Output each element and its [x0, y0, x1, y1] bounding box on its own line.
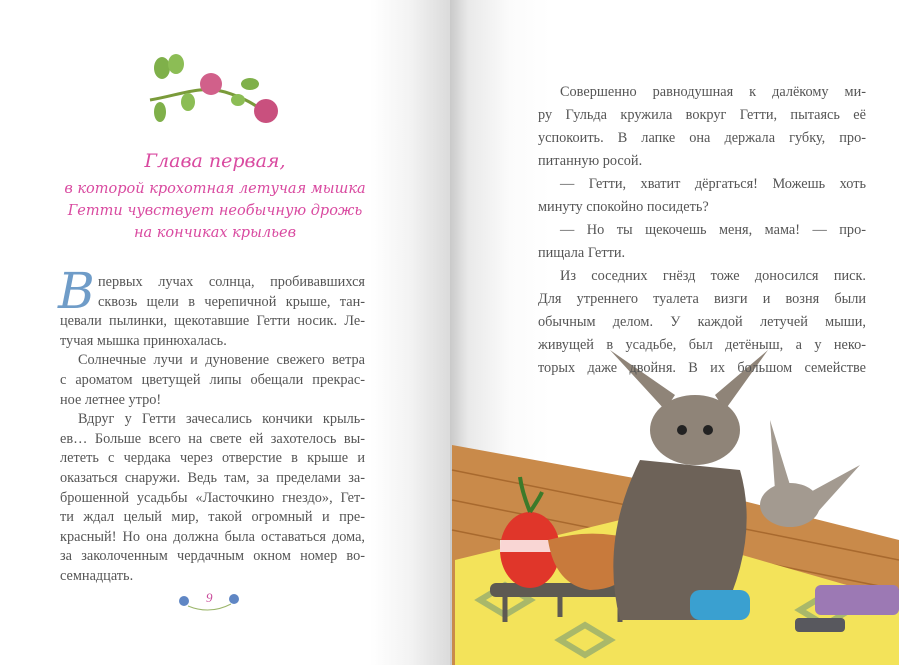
clover-ornament-icon [150, 54, 278, 123]
text-line: Солнечные лучи и дуновение свежего ветра [78, 352, 365, 369]
text-line: — Гетти, хватит дёргаться! Можешь хоть [560, 176, 866, 192]
text-line: красный! Но она должна была оставаться дома, [60, 528, 365, 545]
text-line: брошенной усадьбы «Ласточкино гнездо», Гет- [60, 489, 365, 506]
text-line: ру Гульда кружила вокруг Гетти, пытаясь её [538, 107, 866, 123]
chapter-subtitle-line: Гетти чувствует необычную дрожь [67, 203, 363, 219]
text-line: за заколоченным чердачным окном номер во- [60, 548, 365, 564]
page-number: 9 [206, 590, 213, 605]
text-line: Совершенно равнодушная к далёкому ми- [560, 84, 866, 100]
text-line: с ароматом цветущей липы обещали прекрас- [60, 372, 365, 388]
text-line: оказаться снаружи. Ведь там, за пределами за- [60, 470, 365, 486]
text-line: минуту спокойно посидеть? [538, 199, 709, 215]
text-line: торых даже двойня. В их большом семействе [538, 360, 866, 376]
text-line: успокоить. В лапке она держала губку, про- [538, 130, 866, 146]
text-line: ев… Больше всего на свете ей захотелось вы- [60, 430, 365, 447]
text-line: питанную росой. [538, 153, 643, 169]
text-line: семнадцать. [60, 568, 134, 584]
text-line: сквозь щели в черепичной крыше, тан- [98, 293, 365, 310]
drop-cap: В [58, 262, 95, 320]
text-line: Вдруг у Гетти зачесались кончики крыль- [78, 411, 365, 428]
text-line: — Но ты щекочешь меня, мама! — про- [560, 222, 866, 238]
text-line: цевали пылинки, щекотавшие Гетти носик. Ле- [60, 313, 365, 330]
text-line: тучая мышка принюхалась. [60, 332, 227, 349]
chapter-title: Глава первая, [144, 150, 286, 172]
chapter-subtitle-line: в которой крохотная летучая мышка [64, 181, 366, 197]
text-line: Для утреннего туалета визги и возня были [538, 291, 866, 307]
chapter-subtitle-line: на кончиках крыльев [133, 225, 297, 241]
bats-illustration [452, 350, 899, 665]
text-line: Из соседних гнёзд тоже доносился писк. [560, 268, 866, 284]
text-line: пищала Гетти. [538, 245, 626, 261]
text-line: первых лучах солнца, пробивавшихся [98, 274, 365, 290]
text-line: лететь с чердака через отверстие в крыше и [60, 450, 365, 467]
text-line: обычным делом. У каждой летучей мыши, [538, 314, 866, 330]
text-line: ти ждал целый мир, такой огромный и пре- [60, 509, 365, 526]
text-line: живущей в усадьбе, был детёныш, а у неко- [538, 337, 866, 353]
text-line: ное летнее утро! [60, 391, 162, 408]
